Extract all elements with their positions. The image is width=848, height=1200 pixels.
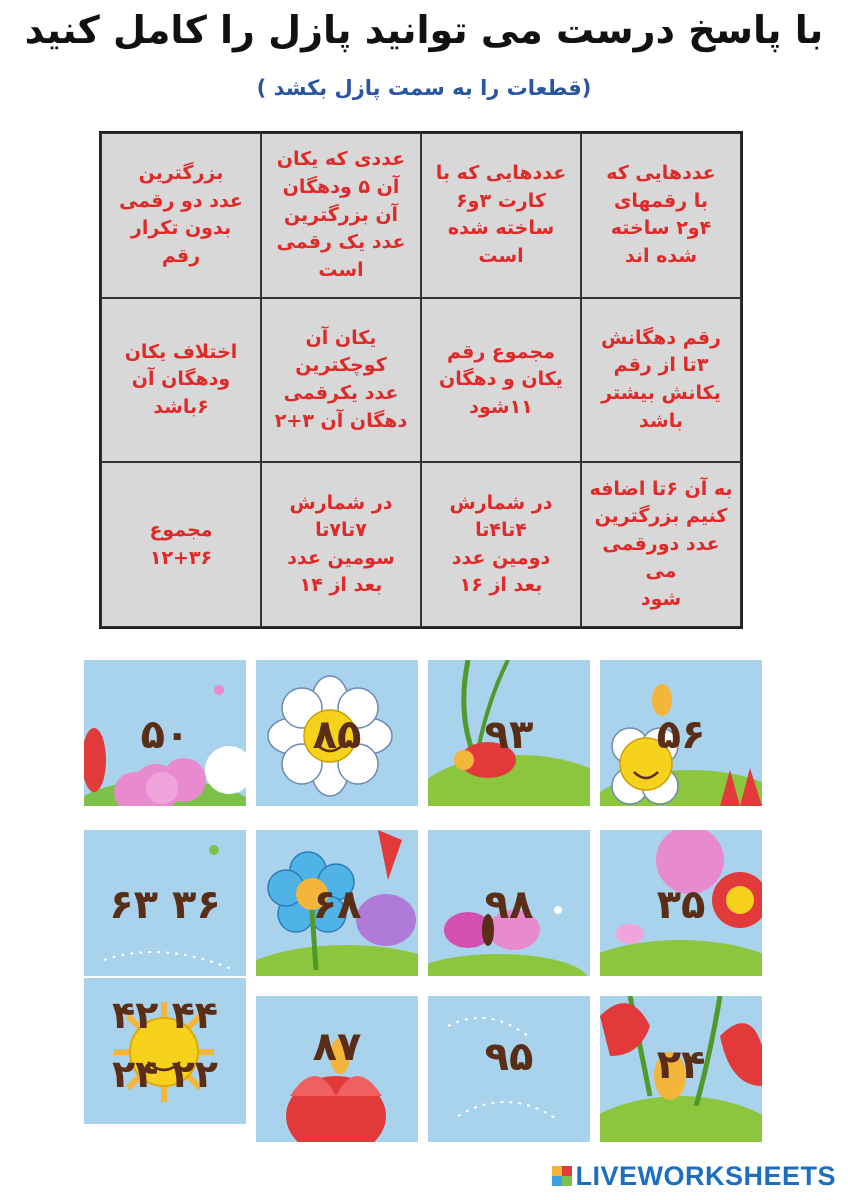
puzzle-piece[interactable] — [600, 996, 762, 1142]
clue-text: در شمارش ۷تا۷تا سومین عدد بعد از ۱۴ — [287, 491, 395, 597]
drop-slot[interactable] — [581, 462, 741, 627]
drop-slot[interactable] — [581, 298, 741, 463]
clue-text: عددی که یکان آن ۵ ودهگان آن بزرگترین عدد یک رقمی است — [276, 148, 406, 281]
puzzle-piece[interactable] — [428, 830, 590, 976]
drop-slot[interactable] — [101, 298, 261, 463]
drop-slot[interactable] — [421, 462, 581, 627]
piece-number: ۸۵ — [312, 712, 362, 758]
piece-number: ۳۶ ۶۳ — [109, 882, 221, 928]
drop-slot[interactable] — [261, 462, 421, 627]
clue-text: عددهایی که با کارت ۳و۶ ساخته شده است — [435, 162, 567, 267]
piece-number: ۴۴ ۴۲ ۲۲ ۲۴ — [111, 993, 218, 1096]
puzzle-piece[interactable] — [428, 996, 590, 1142]
instruction-subtitle: (قطعات را به سمت پازل بکشد ) — [256, 76, 592, 100]
piece-number: ۹۸ — [484, 882, 534, 928]
clue-text: در شمارش ۴تا۴تا دومین عدد بعد از ۱۶ — [449, 491, 553, 597]
puzzle-piece[interactable] — [256, 830, 418, 976]
puzzle-piece[interactable] — [84, 978, 246, 1124]
puzzle-board — [99, 131, 743, 629]
puzzle-pieces-tray — [84, 660, 760, 1108]
piece-number: ۸۷ — [312, 1024, 362, 1070]
puzzle-piece[interactable] — [84, 830, 246, 976]
drop-slot[interactable] — [261, 298, 421, 463]
drop-slot[interactable] — [261, 133, 421, 298]
puzzle-piece[interactable] — [84, 660, 246, 806]
puzzle-piece[interactable] — [428, 660, 590, 806]
piece-number: ۳۵ — [656, 882, 706, 928]
liveworksheets-logo-icon — [552, 1166, 572, 1186]
clue-text: مجموع ۱۲+۳۶ — [149, 519, 213, 569]
drop-slot[interactable] — [101, 462, 261, 627]
piece-number: ۹۳ — [484, 712, 534, 758]
clue-text: به آن ۶تا اضافه کنیم بزرگترین عدد دورقمی می شود — [589, 477, 733, 610]
brand-name: LIVEWORKSHEETS — [575, 1160, 836, 1191]
piece-number: ۵۶ — [656, 712, 706, 758]
clue-text: اختلاف یکان ودهگان آن ۶باشد — [124, 340, 238, 418]
piece-number: ۶۸ — [312, 882, 362, 928]
page-title: با پاسخ درست می توانید پازل را کامل کنید — [24, 8, 824, 52]
clue-text: بزرگترین عدد دو رقمی بدون تکرار رقم — [119, 162, 243, 267]
drop-slot[interactable] — [421, 298, 581, 463]
puzzle-piece[interactable] — [600, 830, 762, 976]
puzzle-piece[interactable] — [256, 996, 418, 1142]
puzzle-piece[interactable] — [600, 660, 762, 806]
drop-slot[interactable] — [421, 133, 581, 298]
drop-slot[interactable] — [581, 133, 741, 298]
clue-text: رقم دهگانش ۳تا از رقم یکانش بیشتر باشد — [601, 326, 721, 432]
clue-text: یکان آن کوچکترین عدد یکرقمی دهگان آن ۳+۲ — [274, 326, 408, 432]
puzzle-piece[interactable] — [256, 660, 418, 806]
drop-slot[interactable] — [101, 133, 261, 298]
piece-number: ۵۰ — [140, 712, 190, 758]
clue-text: مجموع رقم یکان و دهگان ۱۱شود — [439, 340, 563, 418]
piece-number: ۲۴ — [656, 1042, 706, 1088]
piece-number: ۹۵ — [484, 1034, 534, 1080]
clue-text: عددهایی که با رقمهای ۴و۲ ساخته شده اند — [606, 162, 716, 267]
brand-footer — [552, 1160, 836, 1192]
